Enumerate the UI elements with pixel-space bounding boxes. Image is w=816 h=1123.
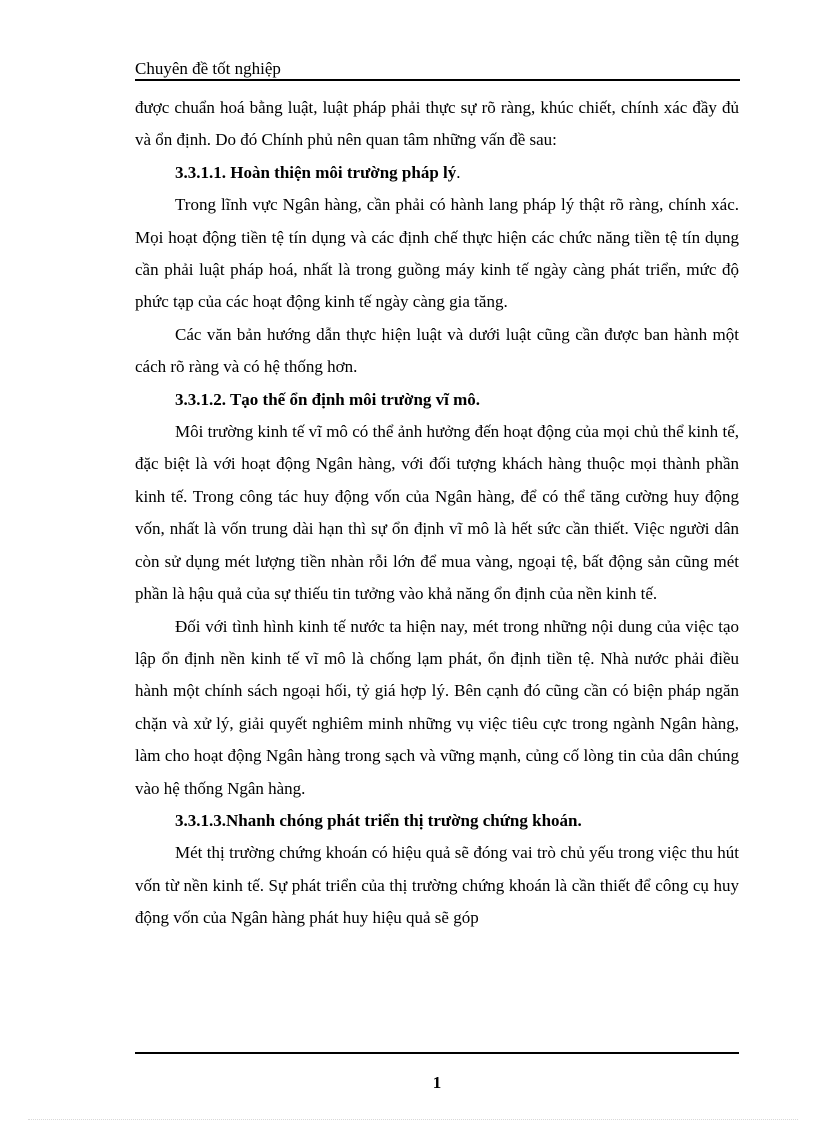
section-heading-3-3-1-2: 3.3.1.2. Tạo thế ổn định môi trường vĩ mô.	[175, 389, 481, 409]
footer-divider	[135, 1052, 739, 1054]
document-body	[135, 92, 739, 935]
paragraph-legal-documents: Các văn bản hướng dẫn thực hiện luật và dưới luật cũng cần được ban hành một cách rõ ràng và có hệ thống hơn.	[135, 324, 739, 377]
page-number: 1	[432, 1073, 442, 1092]
paragraph-macro-stability: Đối với tình hình kinh tế nước ta hiện nay, mét trong những nội dung của việc tạo lập ổn định nền kinh tế vĩ mô là chống lạm phát, ổn định tiền tệ. Nhà nước phải điều hành một chính sách ngoại hối, tỷ giá hợp lý. Bên cạnh đó cũng cần có biện pháp ngăn chặn và xử lý, giải quyết nghiêm minh những vụ việc tiêu cực trong ngành Ngân hàng, làm cho hoạt động Ngân hàng trong sạch và vững mạnh, củng cố lòng tin của dân chúng vào hệ thống Ngân hàng.	[135, 616, 739, 798]
page-bottom-dotted-line	[28, 1119, 798, 1120]
section-heading-text: 3.3.1.1. Hoàn thiện môi trường pháp lý	[175, 162, 457, 182]
paragraph-macro-environment: Môi trường kinh tế vĩ mô có thể ảnh hưởng đến hoạt động của mọi chủ thể kinh tế, đặc biệt là với hoạt động Ngân hàng, với đối tượng khách hàng thuộc mọi thành phần kinh tế. Trong công tác huy động vốn của Ngân hàng, để có thể tăng cường huy động vốn, nhất là vốn trung dài hạn thì sự ổn định vĩ mô là hết sức cần thiết. Việc người dân còn sử dụng mét lượng tiền nhàn rỗi lớn để mua vàng, ngoại tệ, bất động sản cũng mét phần là hậu quả của sự thiếu tin tưởng vào khả năng ổn định của nền kinh tế.	[135, 422, 739, 604]
running-header: Chuyên đề tốt nghiệp	[135, 59, 281, 78]
section-heading-3-3-1-1	[135, 157, 739, 189]
paragraph-legal-environment: Trong lĩnh vực Ngân hàng, cần phải có hành lang pháp lý thật rõ ràng, chính xác. Mọi hoạt động tiền tệ tín dụng và các định chế thực hiện các chức năng tiền tệ tín dụng cần phải luật pháp hoá, nhất là trong guồng máy kinh tế ngày càng phát triển, mức độ phức tạp của các hoạt động kinh tế ngày càng gia tăng.	[135, 195, 739, 312]
paragraph-stock-market: Mét thị trường chứng khoán có hiệu quả sẽ đóng vai trò chủ yếu trong việc thu hút vốn từ nền kinh tế. Sự phát triển của thị trường chứng khoán là cần thiết để công cụ huy động vốn của Ngân hàng phát huy hiệu quả sẽ góp	[135, 843, 739, 928]
paragraph-intro: được chuẩn hoá bằng luật, luật pháp phải thực sự rõ ràng, khúc chiết, chính xác đầy đủ và ổn định. Do đó Chính phủ nên quan tâm những vấn đề sau:	[135, 98, 739, 150]
section-heading-3-3-1-3: 3.3.1.3.Nhanh chóng phát triển thị trường chứng khoán.	[175, 810, 582, 830]
header-divider	[135, 79, 740, 81]
section-heading-period: .	[456, 162, 461, 182]
